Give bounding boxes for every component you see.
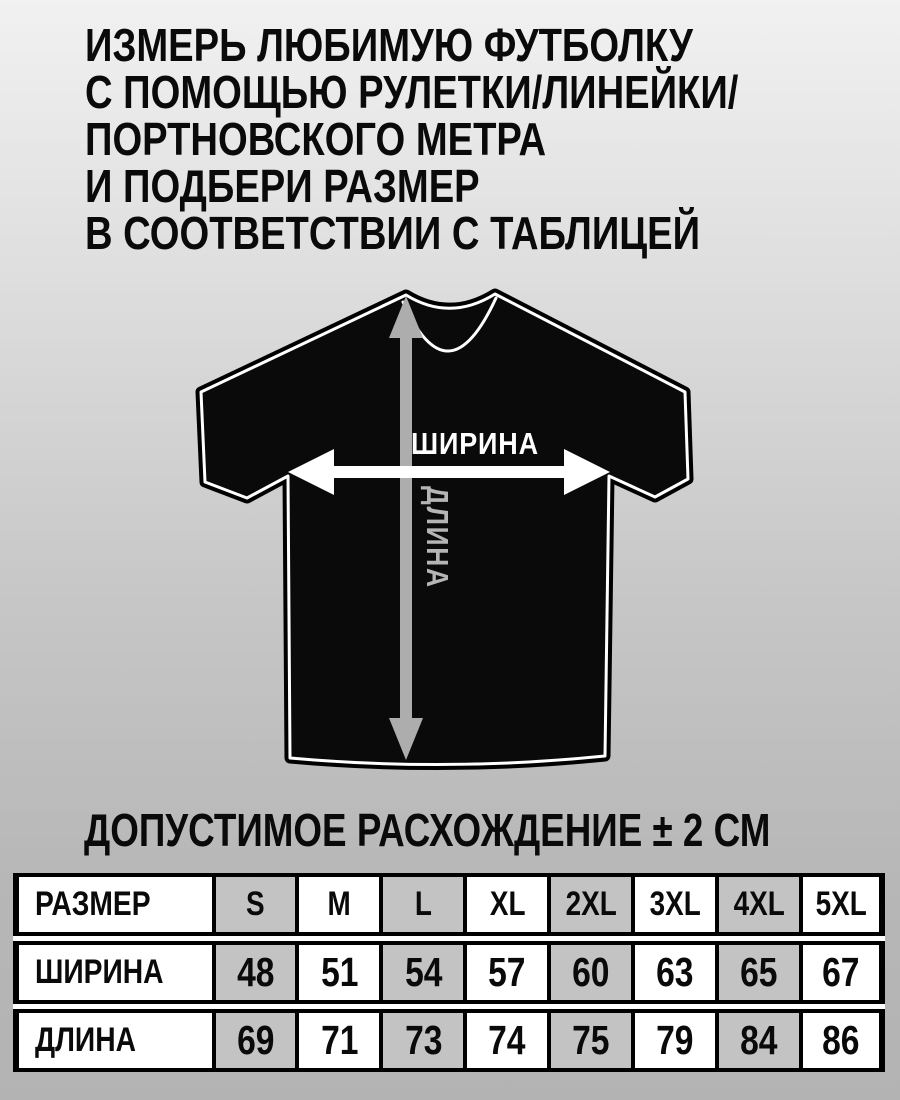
length-value-cell [633,1009,717,1072]
width-value-cell [549,941,633,1004]
size-table-container [13,873,885,1072]
length-value: 75 [572,1017,610,1063]
length-value-cell [801,1009,885,1072]
size-col-header [633,873,717,936]
size-col-header-text: M [327,885,352,923]
width-value-cell [717,941,801,1004]
size-col-header-text: 5XL [815,885,867,923]
width-value-cell [801,941,885,1004]
width-value: 54 [404,949,443,995]
width-value: 60 [572,949,610,995]
tolerance-note-text: ДОПУСТИМОЕ РАСХОЖДЕНИЕ ± 2 СМ [84,804,771,856]
size-row-label [13,873,214,936]
instructions-line [85,66,872,118]
length-value: 74 [488,1017,526,1063]
length-value: 69 [236,1017,275,1063]
size-row-label-text: РАЗМЕР [35,885,151,923]
instructions-line-text: С ПОМОЩЬЮ РУЛЕТКИ/ЛИНЕЙКИ/ [85,66,739,118]
length-value: 86 [822,1017,860,1063]
width-value: 63 [656,949,694,995]
width-value: 51 [320,949,359,995]
instructions-line [85,19,872,71]
width-row-label-text: ШИРИНА [35,953,164,991]
table-header-row [13,873,885,936]
length-label: ДЛИНА [419,486,454,589]
size-col-header-text: 3XL [649,885,701,923]
width-row [13,941,885,1004]
width-value-cell [297,941,381,1004]
length-value: 79 [656,1017,694,1063]
length-value-cell [717,1009,801,1072]
instructions-line-text: В СООТВЕТСТВИИ С ТАБЛИЦЕЙ [85,207,701,259]
size-table [13,873,885,1072]
size-col-header [549,873,633,936]
width-value: 48 [236,949,275,995]
instructions-line [85,160,872,212]
width-label: ШИРИНА [410,427,540,462]
length-value-cell [214,1009,298,1072]
width-value-cell [633,941,717,1004]
instructions-line-text: ПОРТНОВСКОГО МЕТРА [85,113,547,165]
size-col-header [381,873,465,936]
size-col-header [717,873,801,936]
instructions-line [85,113,872,165]
length-value: 84 [740,1017,778,1063]
length-value-cell [465,1009,549,1072]
size-col-header [801,873,885,936]
width-value-cell [214,941,298,1004]
width-value: 57 [488,949,526,995]
tshirt-measurement-diagram [185,280,715,780]
length-value-cell [297,1009,381,1072]
size-col-header-text: L [414,885,432,923]
length-value-cell [381,1009,465,1072]
width-value-cell [465,941,549,1004]
length-row-label-text: ДЛИНА [35,1021,136,1059]
size-col-header [214,873,298,936]
length-row-label [13,1009,214,1072]
length-row [13,1009,885,1072]
instructions-text [85,19,872,259]
size-col-header-text: 4XL [733,885,785,923]
length-value-cell [549,1009,633,1072]
width-value-cell [381,941,465,1004]
size-col-header-text: S [246,885,265,923]
size-col-header [465,873,549,936]
length-value: 73 [404,1017,443,1063]
size-col-header-text: XL [489,885,526,923]
width-value: 67 [822,949,860,995]
instructions-line [85,207,872,259]
size-col-header-text: 2XL [565,885,617,923]
width-row-label [13,941,214,1004]
length-value: 71 [320,1017,359,1063]
width-value: 65 [740,949,778,995]
size-col-header [297,873,381,936]
instructions-line-text: И ПОДБЕРИ РАЗМЕР [85,160,480,212]
tolerance-note [84,803,900,857]
instructions-line-text: ИЗМЕРЬ ЛЮБИМУЮ ФУТБОЛКУ [85,19,693,71]
